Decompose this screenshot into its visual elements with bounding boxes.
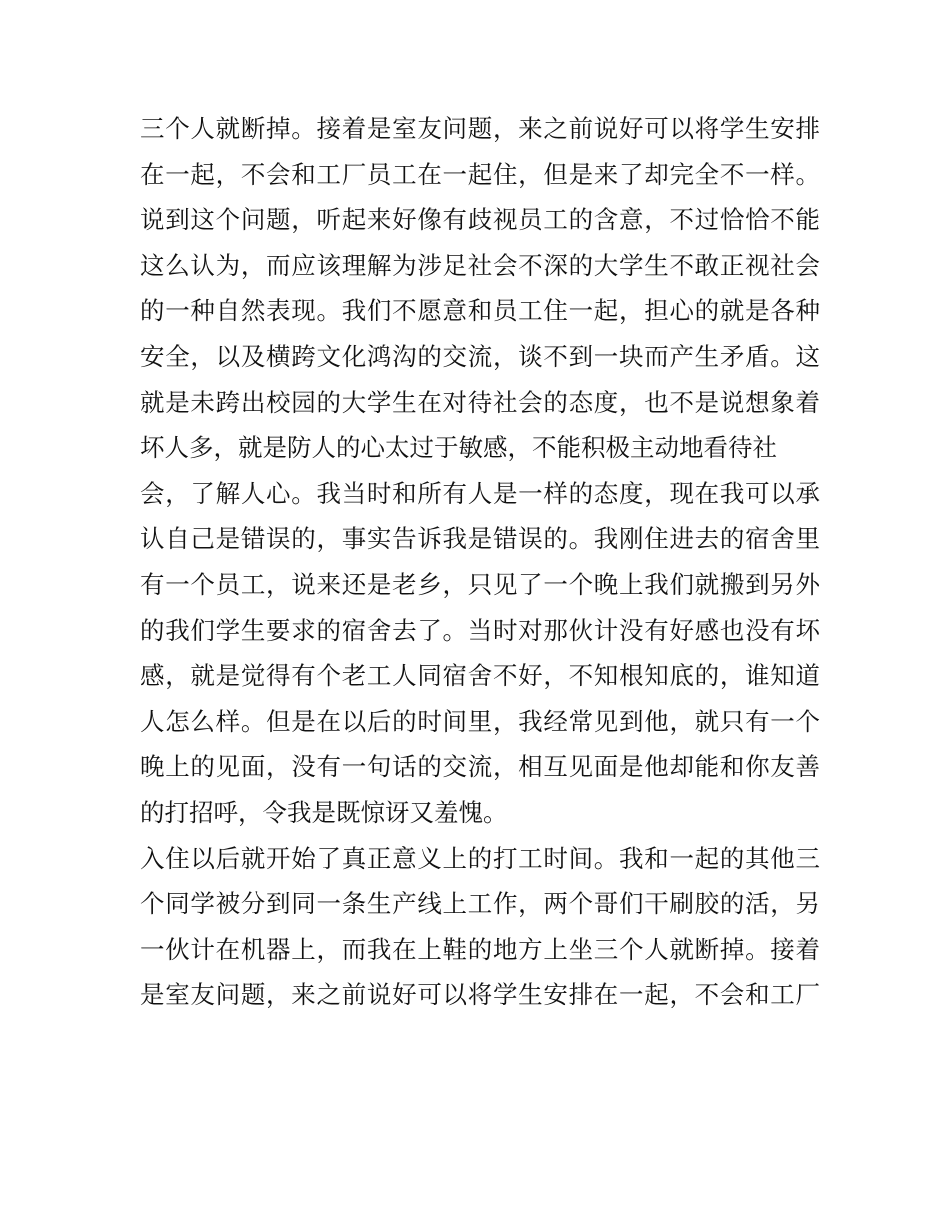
text-line: 晚上的见面，没有一句话的交流，相互见面是他却能和你友善	[140, 752, 820, 782]
text-line: 的一种自然表现。我们不愿意和员工住一起，担心的就是各种	[140, 296, 820, 326]
text-line: 在一起，不会和工厂员工在一起住，但是来了却完全不一样。	[140, 159, 820, 189]
text-line: 的我们学生要求的宿舍去了。当时对那伙计没有好感也没有坏	[140, 615, 820, 645]
text-line: 的打招呼，令我是既惊讶又羞愧。	[140, 797, 508, 827]
text-line: 就是未跨出校园的大学生在对待社会的态度，也不是说想象着	[140, 387, 820, 417]
text-line: 这么认为，而应该理解为涉足社会不深的大学生不敢正视社会	[140, 250, 820, 280]
text-line: 入住以后就开始了真正意义上的打工时间。我和一起的其他三	[140, 843, 820, 873]
text-line: 说到这个问题，听起来好像有歧视员工的含意，不过恰恰不能	[140, 205, 820, 235]
text-line: 个同学被分到同一条生产线上工作，两个哥们干刷胶的活，另	[140, 889, 820, 919]
text-line: 人怎么样。但是在以后的时间里，我经常见到他，就只有一个	[140, 706, 820, 736]
text-line: 有一个员工，说来还是老乡，只见了一个晚上我们就搬到另外	[140, 569, 820, 599]
body-text	[140, 106, 820, 1018]
text-line: 会，了解人心。我当时和所有人是一样的态度，现在我可以承	[140, 478, 820, 508]
text-line: 一伙计在机器上，而我在上鞋的地方上坐三个人就断掉。接着	[140, 934, 820, 964]
text-line: 是室友问题，来之前说好可以将学生安排在一起，不会和工厂	[140, 980, 820, 1010]
text-line: 感，就是觉得有个老工人同宿舍不好，不知根知底的，谁知道	[140, 661, 820, 691]
text-line: 三个人就断掉。接着是室友问题，来之前说好可以将学生安排	[140, 114, 820, 143]
text-line: 认自己是错误的，事实告诉我是错误的。我刚住进去的宿舍里	[140, 524, 820, 554]
text-line: 安全，以及横跨文化鸿沟的交流，谈不到一块而产生矛盾。这	[140, 341, 820, 371]
text-line: 坏人多，就是防人的心太过于敏感，不能积极主动地看待社	[140, 433, 777, 463]
